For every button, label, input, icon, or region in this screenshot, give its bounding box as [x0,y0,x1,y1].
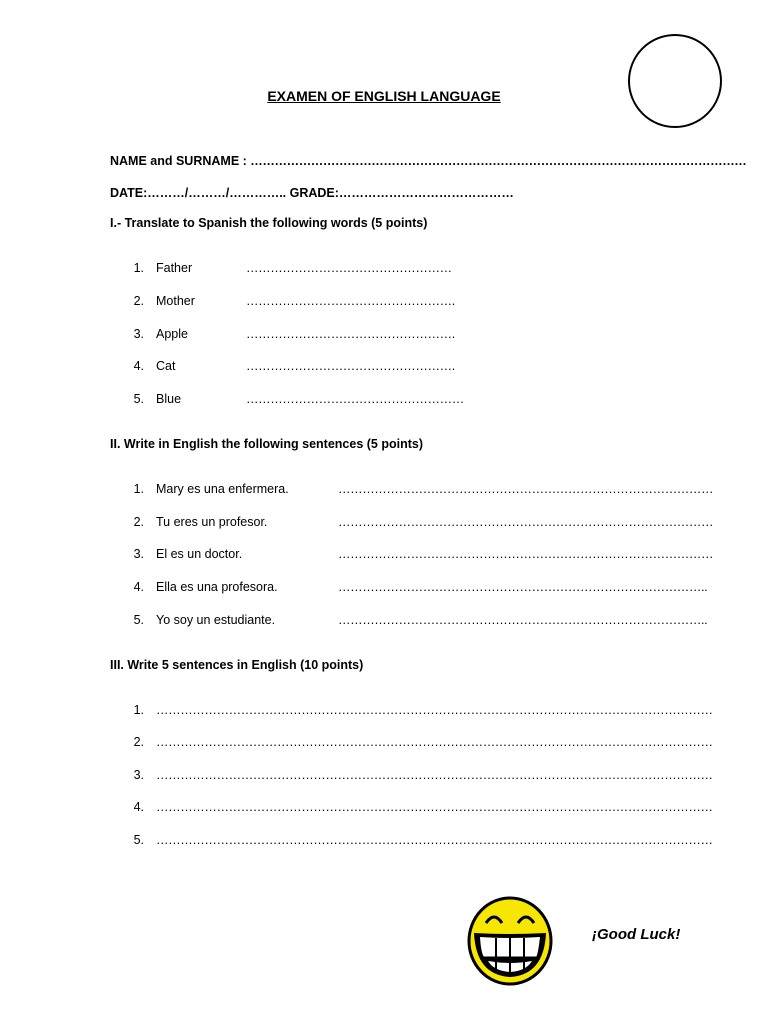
answer-blank[interactable]: ………………………………………………………………………………… [338,482,714,496]
grade-circle [628,34,722,128]
item-number: 4. [133,580,144,594]
item-number: 2. [133,735,144,749]
answer-blank[interactable]: ………………………………………………………………………………………………………………………… [156,735,713,749]
item-number: 5. [133,613,144,627]
item-number: 3. [133,768,144,782]
item-number: 2. [133,515,144,529]
item-sentence: Mary es una enfermera. [156,482,289,496]
page-title: EXAMEN OF ENGLISH LANGUAGE [267,88,501,104]
item-sentence: Ella es una profesora. [156,580,278,594]
item-word: Apple [156,327,188,341]
item-sentence: Tu eres un profesor. [156,515,268,529]
answer-blank[interactable]: ……………………………………………. [246,359,455,373]
answer-blank[interactable]: ……………………………………………………………………………….. [338,580,708,594]
section2-heading: II. Write in English the following sentences (5 points) [110,437,423,451]
item-word: Father [156,261,193,275]
answer-blank[interactable]: ……………………………………………… [246,392,464,406]
answer-blank[interactable]: ………………………………………………………………………………… [338,547,714,561]
name-field [110,154,746,168]
answer-blank[interactable]: ………………………………………………………………………………………………………………………… [156,800,713,814]
item-word: Cat [156,359,176,373]
name-blank[interactable]: …………………………………………………………………………………………………………… [250,154,747,168]
section1-heading: I.- Translate to Spanish the following words (5 points) [110,216,428,230]
answer-blank[interactable]: ………………………………………………………………………………………………………………………… [156,703,713,717]
item-word: Blue [156,392,182,406]
item-number: 5. [133,392,144,406]
item-sentence: Yo soy un estudiante. [156,613,276,627]
item-number: 3. [133,547,144,561]
item-number: 3. [133,327,144,341]
item-sentence: El es un doctor. [156,547,243,561]
item-number: 4. [133,800,144,814]
item-number: 1. [133,482,144,496]
answer-blank[interactable]: ………………………………………………………………………………………………………………………… [156,833,713,847]
section3-heading: III. Write 5 sentences in English (10 points) [110,658,364,672]
answer-blank[interactable]: …………………………………………… [246,261,452,275]
answer-blank[interactable]: ……………………………………………. [246,294,455,308]
date-grade-field[interactable]: DATE:………/………/………….. GRADE:…………………………………… [110,186,514,200]
answer-blank[interactable]: ………………………………………………………………………………… [338,515,714,529]
item-number: 5. [133,833,144,847]
laughing-smiley-icon [466,895,554,987]
good-luck-text: ¡Good Luck! [592,926,681,943]
name-label: NAME and SURNAME : [110,154,247,168]
item-word: Mother [156,294,195,308]
item-number: 2. [133,294,144,308]
answer-blank[interactable]: ………………………………………………………………………………………………………………………… [156,768,713,782]
item-number: 1. [133,261,144,275]
item-number: 1. [133,703,144,717]
answer-blank[interactable]: ……………………………………………………………………………….. [338,613,708,627]
item-number: 4. [133,359,144,373]
answer-blank[interactable]: ……………………………………………. [246,327,455,341]
